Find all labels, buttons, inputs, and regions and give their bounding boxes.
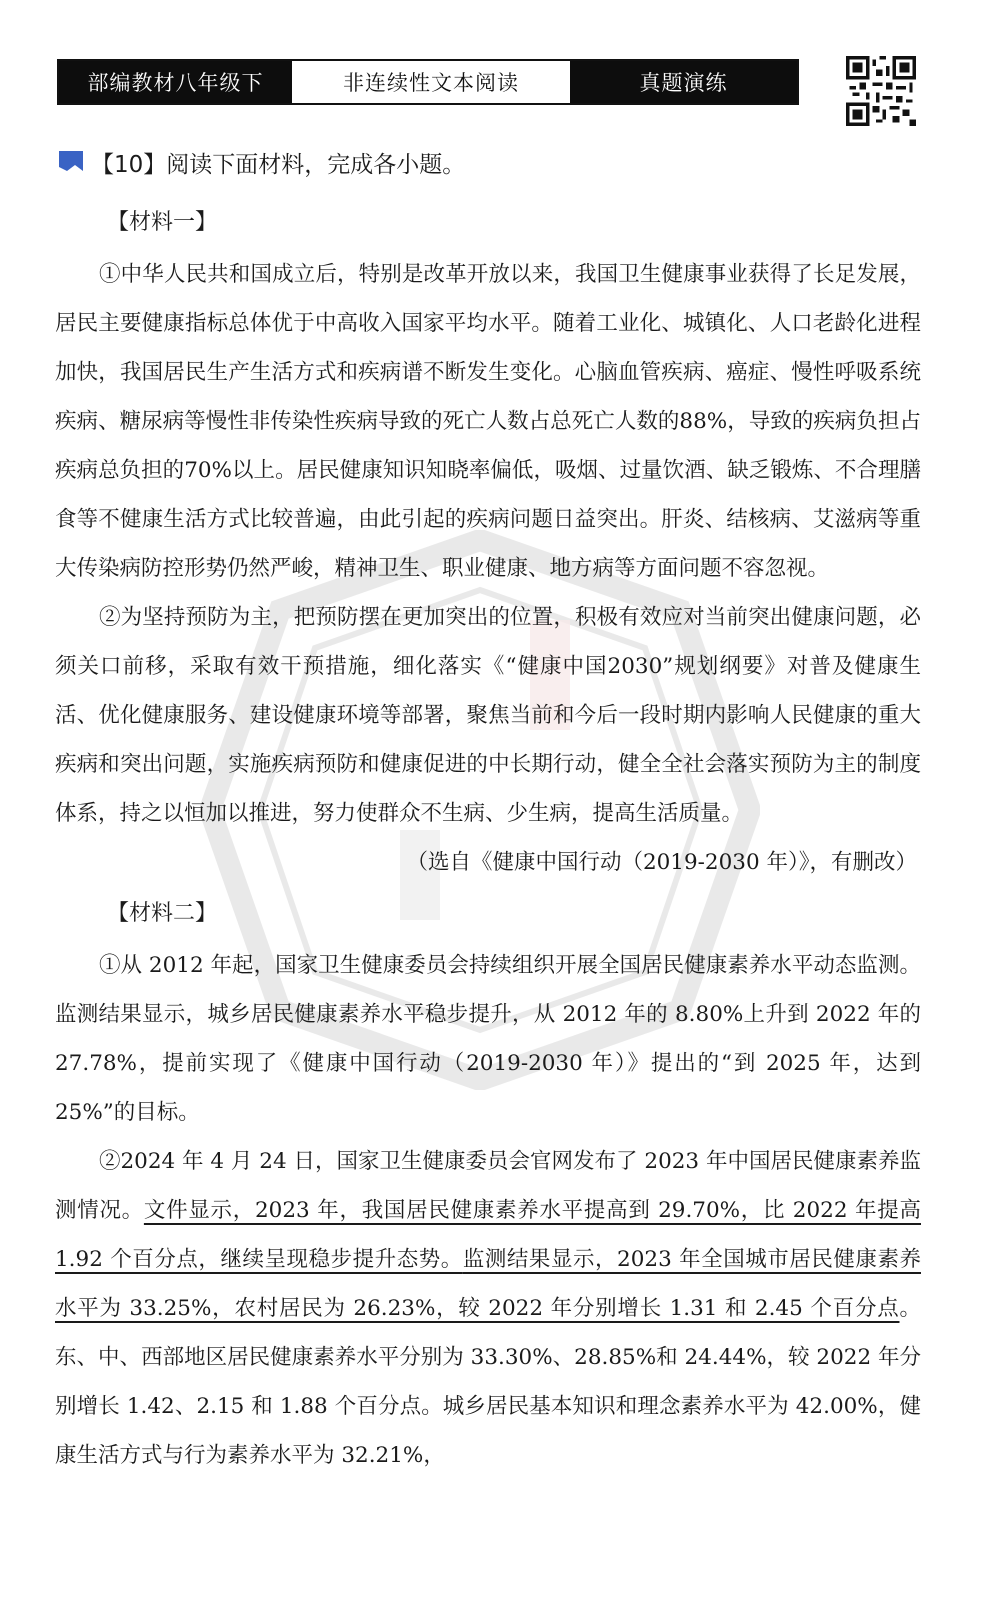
question-title-row xyxy=(57,146,465,179)
material2-paragraph-1: ①从 2012 年起，国家卫生健康委员会持续组织开展全国居民健康素养水平动态监测。监测结果显示，城乡居民健康素养水平稳步提升，从 2012 年的 8.80%上升到 2022 年的 27.78%，提前实现了《健康中国行动（2019-2030 年）》提出的“到 2025 年，达到 25%”的目标。 xyxy=(55,953,921,1125)
material2-p2-rest: 。东、中、西部地区居民健康素养水平分别为 33.30%、28.85%和 24.44%，较 2022 年分别增长 1.42、2.15 和 1.88 个百分点。城乡居民基本知识和理念素养水平为 42.00%，健康生活方式与行为素养水平为 32.21%， xyxy=(55,1296,921,1468)
material1-paragraph-1: ①中华人民共和国成立后，特别是改革开放以来，我国卫生健康事业获得了长足发展，居民主要健康指标总体优于中高收入国家平均水平。随着工业化、城镇化、人口老龄化进程加快，我国居民生产生活方式和疾病谱不断发生变化。心脑血管疾病、癌症、慢性呼吸系统疾病、糖尿病等慢性非传染性疾病导致的死亡人数占总死亡人数的88%，导致的疾病负担占疾病总负担的70%以上。居民健康知识知晓率偏低，吸烟、过量饮酒、缺乏锻炼、不合理膳食等不健康生活方式比较普遍，由此引起的疾病问题日益突出。肝炎、结核病、艾滋病等重大传染病防控形势仍然严峻，精神卫生、职业健康、地方病等方面问题不容忽视。 xyxy=(55,262,921,581)
bookmark-icon xyxy=(57,149,87,177)
header-section: 真题演练 xyxy=(570,61,797,103)
question-title: 【10】阅读下面材料，完成各小题。 xyxy=(91,152,466,178)
qr-code-icon[interactable] xyxy=(846,56,916,126)
material2-heading: 【材料二】 xyxy=(107,901,218,926)
material1-source: （选自《健康中国行动（2019-2030 年）》，有删改） xyxy=(406,850,917,875)
reading-content xyxy=(55,196,921,1480)
material1-paragraph-2: ②为坚持预防为主，把预防摆在更加突出的位置，积极有效应对当前突出健康问题，必须关口前移，采取有效干预措施，细化落实《“健康中国2030”规划纲要》对普及健康生活、优化健康服务、建设健康环境等部署，聚焦当前和今后一段时期内影响人民健康的重大疾病和突出问题，实施疾病预防和健康促进的中长期行动，健全全社会落实预防为主的制度体系，持之以恒加以推进，努力使群众不生病、少生病，提高生活质量。 xyxy=(55,605,921,826)
material2-paragraph-2 xyxy=(55,1137,921,1480)
header-grade: 部编教材八年级下 xyxy=(59,61,292,103)
header-topic: 非连续性文本阅读 xyxy=(292,61,570,103)
material2-p2-underline-1: 文件显示，2023 年，我国居民健康素养水平提高到 29.70%，比 2022 年提高 1.92 个百分点，继续呈现稳步提升态势。 xyxy=(55,1198,921,1272)
material2-p2-intro: ②2024 年 4 月 24 日，国家卫生健康委员会官网发布了 2023 年中国居民健康素养监测情况。 xyxy=(55,1149,921,1223)
header-bar xyxy=(57,59,799,105)
material2-p2-underline-2: 监测结果显示，2023 年全国城市居民健康素养水平为 33.25%，农村居民为 26.23%，较 2022 年分别增长 1.31 和 2.45 个百分点 xyxy=(55,1247,921,1321)
material1-heading: 【材料一】 xyxy=(107,210,218,235)
